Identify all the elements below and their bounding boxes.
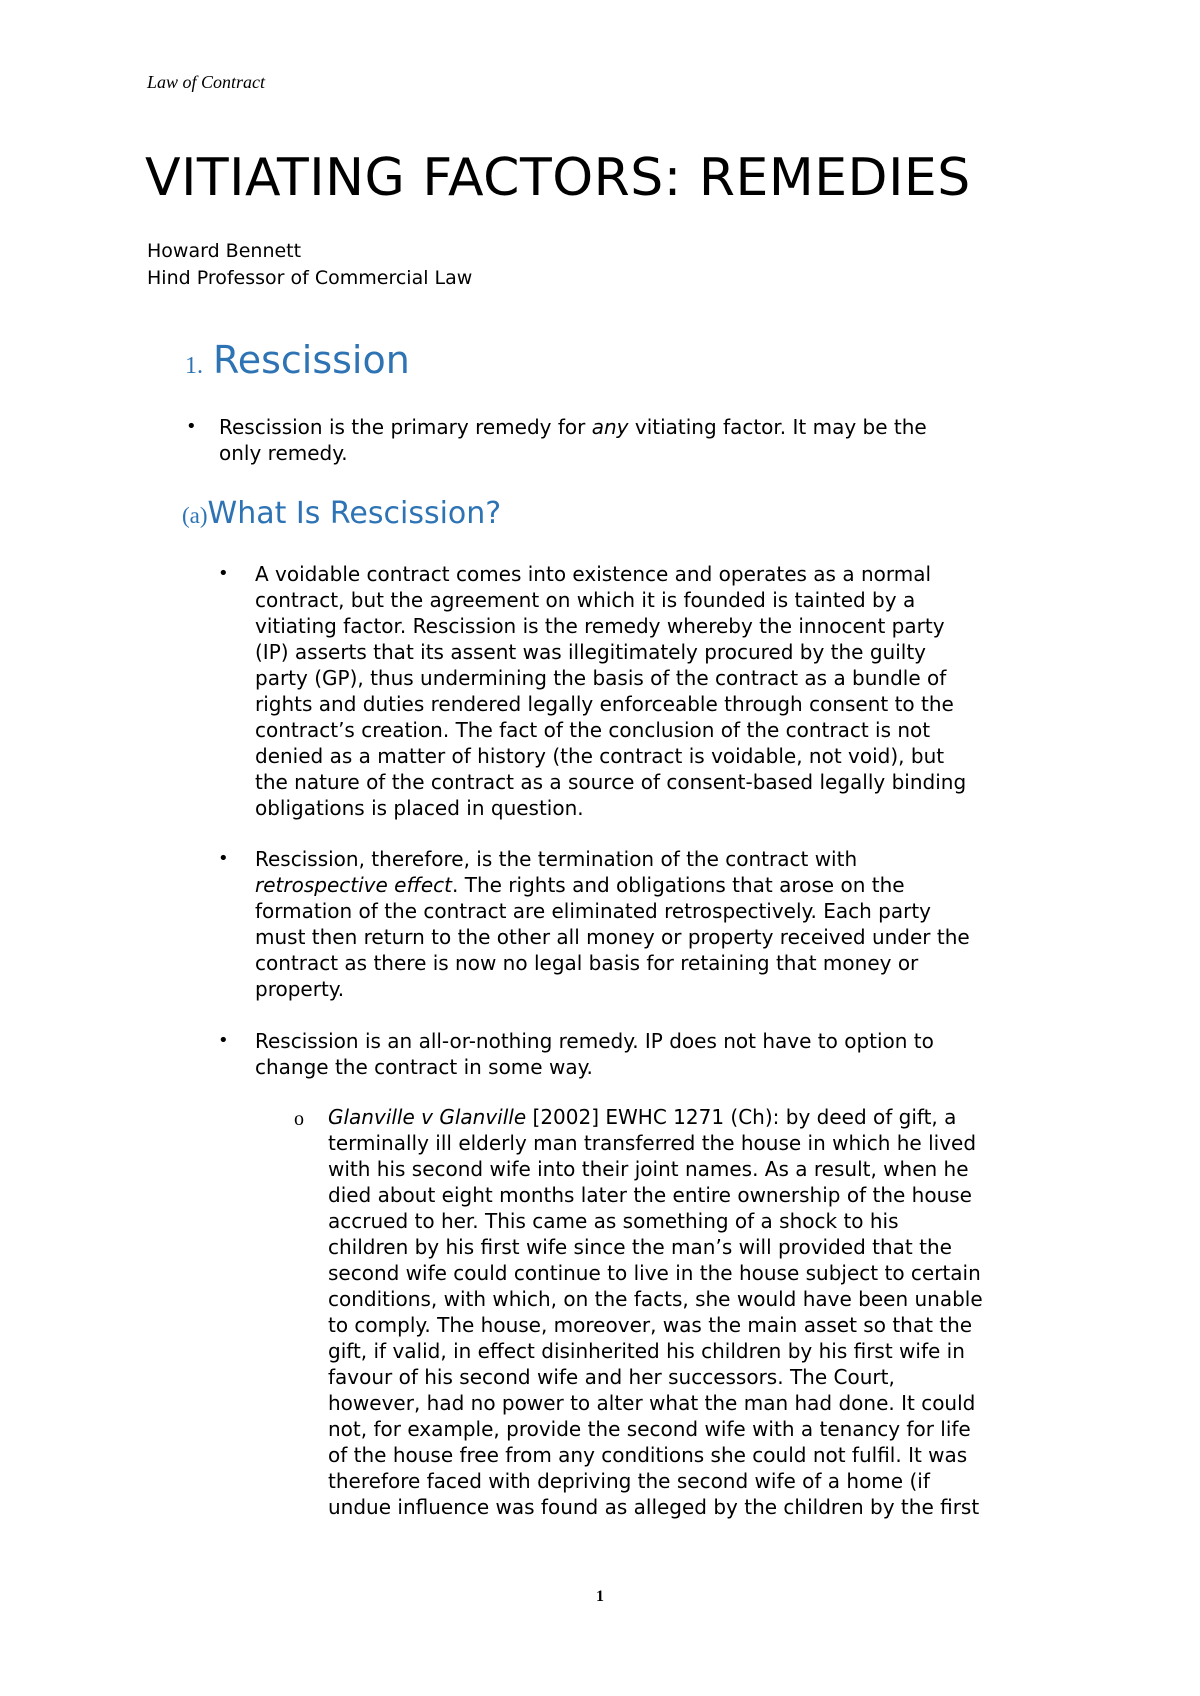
subsection-title: What Is Rescission? bbox=[207, 496, 502, 531]
text-line: change the contract in some way. bbox=[255, 1055, 593, 1079]
subsection-number: (a) bbox=[182, 503, 208, 528]
text-line bbox=[219, 414, 927, 440]
text-line: to comply. The house, moreover, was the main asset so that the bbox=[328, 1313, 973, 1337]
text-line: contract as there is now no legal basis for retaining that money or bbox=[255, 951, 919, 975]
text-line: however, had no power to alter what the man had done. It could bbox=[328, 1391, 976, 1415]
text-line: (IP) asserts that its assent was illegitimately procured by the guilty bbox=[255, 640, 926, 664]
retrospective-effect-paragraph bbox=[255, 846, 970, 1002]
text-run: vitiating factor. It may be the bbox=[628, 415, 927, 439]
all-or-nothing-paragraph bbox=[255, 1028, 934, 1080]
text-line: therefore faced with depriving the second wife of a home (if bbox=[328, 1469, 930, 1493]
primary-remedy-paragraph bbox=[219, 414, 927, 466]
text-line: formation of the contract are eliminated retrospectively. Each party bbox=[255, 899, 932, 923]
text-line: not, for example, provide the second wife with a tenancy for life bbox=[328, 1417, 971, 1441]
bullet-icon: • bbox=[218, 1030, 229, 1051]
text-line: property. bbox=[255, 977, 345, 1001]
text-line bbox=[328, 1104, 983, 1130]
bullet-icon: • bbox=[186, 416, 197, 437]
glanville-case-paragraph bbox=[328, 1104, 983, 1520]
text-line: contract, but the agreement on which it is founded is tainted by a bbox=[255, 588, 916, 612]
case-name: Glanville v Glanville bbox=[328, 1105, 527, 1129]
case-citation: [2002] EWHC 1271 (Ch): by deed of gift, a bbox=[526, 1105, 957, 1129]
author-name: Howard Bennett bbox=[147, 240, 302, 262]
text-line: terminally ill elderly man transferred the house in which he lived bbox=[328, 1131, 977, 1155]
voidable-contract-paragraph bbox=[255, 561, 966, 821]
text-line: the nature of the contract as a source of consent-based legally binding bbox=[255, 770, 967, 794]
text-line: favour of his second wife and her successors. The Court, bbox=[328, 1365, 895, 1389]
text-line: denied as a matter of history (the contract is voidable, not void), but bbox=[255, 744, 945, 768]
section-title: Rescission bbox=[213, 338, 410, 382]
text-run: . The rights and obligations that arose on the bbox=[452, 873, 905, 897]
text-line: only remedy. bbox=[219, 441, 348, 465]
emphasis-text: retrospective effect bbox=[255, 873, 453, 897]
text-line: conditions, with which, on the facts, she would have been unable bbox=[328, 1287, 983, 1311]
bullet-icon: • bbox=[218, 563, 229, 584]
text-line: A voidable contract comes into existence and operates as a normal bbox=[255, 562, 932, 586]
text-line: party (GP), thus undermining the basis of the contract as a bundle of bbox=[255, 666, 947, 690]
text-line: obligations is placed in question. bbox=[255, 796, 584, 820]
text-line: undue influence was found as alleged by the children by the first bbox=[328, 1495, 980, 1519]
text-run: Rescission is the primary remedy for bbox=[219, 415, 592, 439]
text-line: accrued to her. This came as something of a shock to his bbox=[328, 1209, 899, 1233]
text-line: rights and duties rendered legally enforceable through consent to the bbox=[255, 692, 954, 716]
text-line: contract’s creation. The fact of the conclusion of the contract is not bbox=[255, 718, 931, 742]
author-position: Hind Professor of Commercial Law bbox=[147, 267, 473, 289]
text-line: must then return to the other all money or property received under the bbox=[255, 925, 970, 949]
text-line: gift, if valid, in effect disinherited his children by his first wife in bbox=[328, 1339, 965, 1363]
text-line: died about eight months later the entire ownership of the house bbox=[328, 1183, 972, 1207]
text-line: with his second wife into their joint names. As a result, when he bbox=[328, 1157, 969, 1181]
section-heading-rescission bbox=[185, 338, 410, 382]
document-title: VITIATING FACTORS: REMEDIES bbox=[145, 148, 971, 208]
circle-bullet-icon: o bbox=[294, 1108, 304, 1130]
text-line: second wife could continue to live in the house subject to certain bbox=[328, 1261, 981, 1285]
text-line: of the house free from any conditions she could not fulfil. It was bbox=[328, 1443, 968, 1467]
text-line bbox=[255, 872, 970, 898]
emphasis-text: any bbox=[591, 415, 629, 439]
subsection-heading-what-is-rescission bbox=[182, 496, 501, 531]
section-number: 1. bbox=[185, 353, 203, 379]
running-header: Law of Contract bbox=[147, 72, 266, 92]
bullet-icon: • bbox=[218, 848, 229, 869]
author-block bbox=[147, 238, 472, 292]
page-number: 1 bbox=[596, 1588, 604, 1605]
text-line: children by his first wife since the man’s will provided that the bbox=[328, 1235, 952, 1259]
text-line: Rescission is an all-or-nothing remedy. IP does not have to option to bbox=[255, 1029, 934, 1053]
text-line: Rescission, therefore, is the termination of the contract with bbox=[255, 847, 858, 871]
text-line: vitiating factor. Rescission is the remedy whereby the innocent party bbox=[255, 614, 945, 638]
